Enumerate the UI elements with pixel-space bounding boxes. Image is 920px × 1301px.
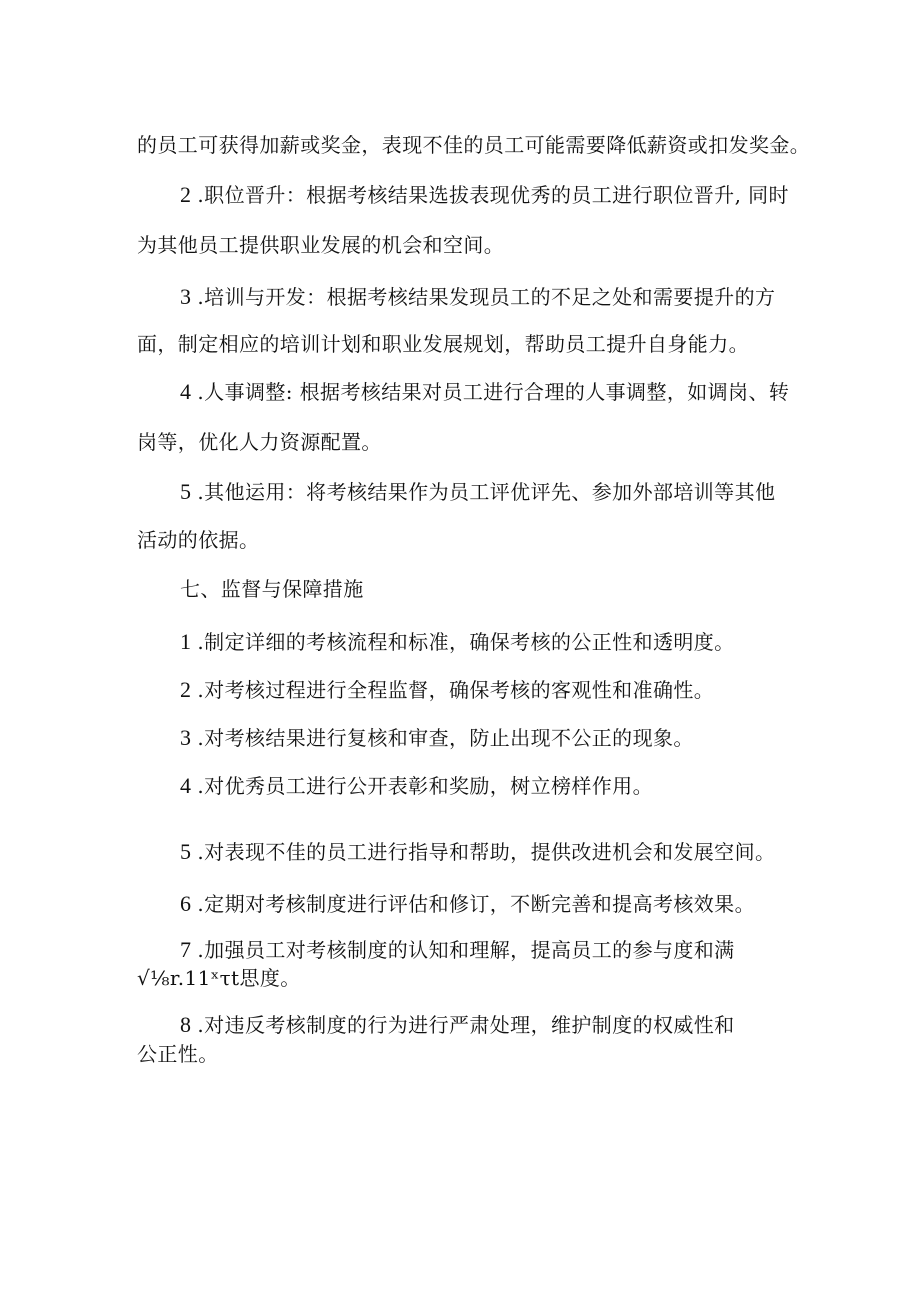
result-item-4-number: 4 bbox=[180, 379, 192, 404]
result-item-5-number: 5 bbox=[180, 479, 192, 504]
result-item-5-line-1 bbox=[180, 480, 775, 504]
intro-line-1: 的员工可获得加薪或奖金，表现不佳的员工可能需要降低薪资或扣发奖金。 bbox=[137, 133, 811, 157]
result-item-3-text: .培训与开发：根据考核结果发现员工的不足之处和需要提升的方 bbox=[197, 285, 776, 309]
measure-item-2-text: .对考核过程进行全程监督，确保考核的客观性和准确性。 bbox=[197, 678, 715, 702]
result-item-4-text: .人事调整: 根据考核结果对员工进行合理的人事调整，如调岗、转 bbox=[197, 380, 790, 404]
measure-item-8-text: .对违反考核制度的行为进行严肃处理，维护制度的权威性和 bbox=[197, 1013, 735, 1037]
result-item-5-text: .其他运用：将考核结果作为员工评优评先、参加外部培训等其他 bbox=[197, 480, 776, 504]
result-item-3-line-2: 面，制定相应的培训计划和职业发展规划，帮助员工提升自身能力。 bbox=[137, 332, 749, 356]
measure-item-7-line-2: √⅛r.11ˣτt思度。 bbox=[137, 966, 301, 990]
measure-item-3-number: 3 bbox=[180, 725, 192, 750]
measure-item-8-line-2: 公正性。 bbox=[137, 1042, 219, 1066]
result-item-2-line-1 bbox=[180, 183, 789, 207]
section-heading: 七、监督与保障措施 bbox=[180, 577, 364, 601]
measure-item-8-number: 8 bbox=[180, 1012, 192, 1037]
result-item-2-line-2: 为其他员工提供职业发展的机会和空间。 bbox=[137, 233, 505, 257]
measure-item-6-text: .定期对考核制度进行评估和修订，不断完善和提高考核效果。 bbox=[197, 892, 755, 916]
result-item-5-line-2: 活动的依据。 bbox=[137, 528, 260, 552]
measure-item-5 bbox=[180, 840, 775, 864]
result-item-3-number: 3 bbox=[180, 284, 192, 309]
result-item-4-line-2: 岗等，优化人力资源配置。 bbox=[137, 430, 382, 454]
result-item-2-text: .职位晋升：根据考核结果选拔表现优秀的员工进行职位晋升, 同时 bbox=[197, 183, 789, 207]
measure-item-3 bbox=[180, 726, 694, 750]
measure-item-1 bbox=[180, 630, 735, 654]
measure-item-6-number: 6 bbox=[180, 891, 192, 916]
measure-item-7-text: .加强员工对考核制度的认知和理解，提高员工的参与度和满 bbox=[197, 938, 735, 962]
measure-item-1-number: 1 bbox=[180, 629, 192, 654]
measure-item-3-text: .对考核结果进行复核和审查，防止出现不公正的现象。 bbox=[197, 726, 694, 750]
result-item-4-line-1 bbox=[180, 380, 789, 404]
measure-item-5-number: 5 bbox=[180, 839, 192, 864]
result-item-2-number: 2 bbox=[180, 182, 192, 207]
measure-item-5-text: .对表现不佳的员工进行指导和帮助，提供改进机会和发展空间。 bbox=[197, 840, 776, 864]
measure-item-6 bbox=[180, 892, 755, 916]
result-item-3-line-1 bbox=[180, 285, 775, 309]
measure-item-4-number: 4 bbox=[180, 773, 192, 798]
measure-item-2 bbox=[180, 678, 714, 702]
measure-item-7-line-1 bbox=[180, 938, 735, 962]
measure-item-4-text: .对优秀员工进行公开表彰和奖励，树立榜样作用。 bbox=[197, 774, 653, 798]
measure-item-8-line-1 bbox=[180, 1013, 735, 1037]
measure-item-2-number: 2 bbox=[180, 677, 192, 702]
measure-item-1-text: .制定详细的考核流程和标准，确保考核的公正性和透明度。 bbox=[197, 630, 735, 654]
measure-item-7-number: 7 bbox=[180, 937, 192, 962]
measure-item-4 bbox=[180, 774, 653, 798]
